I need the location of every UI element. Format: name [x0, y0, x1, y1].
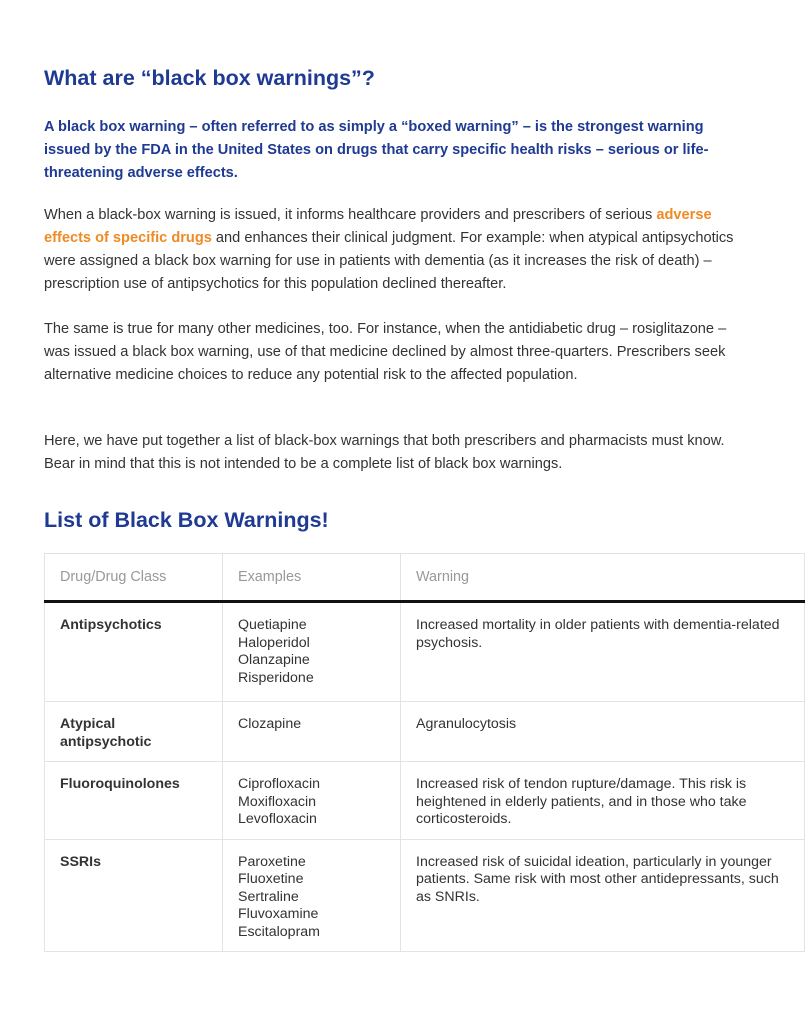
example-item: Moxifloxacin — [238, 793, 317, 810]
adverse-effects-link[interactable]: adverse effects of specific drugs — [44, 207, 712, 246]
paragraph-3: Here, we have put together a list of black-box warnings that both prescribers and pharmacists must know. Bear in mind that this is not intended to be a complete list of black box warnings. — [44, 433, 725, 472]
examples-cell — [223, 602, 401, 702]
warnings-table-container[interactable] — [44, 553, 780, 940]
column-header-drug-class: Drug/Drug Class — [45, 554, 223, 602]
lead-paragraph: A black box warning – often referred to as simply a “boxed warning” – is the strongest warning issued by the FDA in the United States on drugs that carry specific health risks – serious or life-threatening adverse effects. — [44, 119, 709, 181]
example-item: Escitalopram — [238, 923, 321, 940]
example-item: Ciprofloxacin — [238, 776, 321, 792]
example-item: Risperidone — [238, 669, 314, 686]
paragraph-1 — [44, 204, 734, 296]
example-item: Levofloxacin — [238, 811, 317, 827]
examples-cell — [223, 839, 401, 952]
examples-cell — [223, 762, 401, 840]
paragraph-1-text-start: When a black-box warning is issued, it informs healthcare providers and prescribers of serious — [44, 207, 657, 223]
drug-class-cell: SSRIs — [45, 839, 223, 952]
paragraph-2: The same is true for many other medicines, too. For instance, when the antidiabetic drug – rosiglitazone – was issued a black box warning, use of that medicine declined by almost three-quarters. Prescribers seek alternative medicine choices to reduce any potential risk to the affected population. — [44, 321, 727, 383]
table-row — [45, 762, 805, 840]
warning-cell: Agranulocytosis — [401, 702, 805, 762]
examples-cell — [223, 702, 401, 762]
example-item: Haloperidol — [238, 634, 310, 651]
example-item: Fluvoxamine — [238, 906, 319, 922]
column-header-examples: Examples — [223, 554, 401, 602]
example-item: Olanzapine — [238, 652, 310, 668]
example-item: Sertraline — [238, 888, 299, 905]
warning-cell: Increased mortality in older patients with dementia-related psychosis. — [401, 602, 805, 702]
example-item: Fluoxetine — [238, 871, 304, 887]
drug-class-cell: Fluoroquinolones — [45, 762, 223, 840]
table-row — [45, 839, 805, 952]
example-item: Paroxetine — [238, 853, 306, 870]
drug-class-cell: Antipsychotics — [45, 602, 223, 702]
table-row — [45, 602, 805, 702]
section-heading-what-are: What are “black box warnings”? — [44, 66, 375, 90]
warning-cell: Increased risk of tendon rupture/damage. This risk is heightened in elderly patients, and in those who take corticosteroids. — [401, 762, 805, 840]
paragraph-1-text-end: and enhances their clinical judgment. For example: when atypical antipsychotics were assigned a black box warning for use in patients with dementia (as it increases the risk of death) – prescription use of antipsychotics for this population declined thereafter. — [44, 230, 734, 292]
table-header-row — [45, 554, 805, 602]
example-item: Clozapine — [238, 716, 302, 732]
drug-class-cell: Atypical antipsychotic — [45, 702, 223, 762]
warning-cell: Increased risk of suicidal ideation, particularly in younger patients. Same risk with most other antidepressants, such as SNRIs. — [401, 839, 805, 952]
section-heading-list: List of Black Box Warnings! — [44, 508, 329, 532]
table-row — [45, 702, 805, 762]
column-header-warning: Warning — [401, 554, 805, 602]
warnings-table — [44, 553, 805, 952]
example-item: Quetiapine — [238, 617, 307, 633]
